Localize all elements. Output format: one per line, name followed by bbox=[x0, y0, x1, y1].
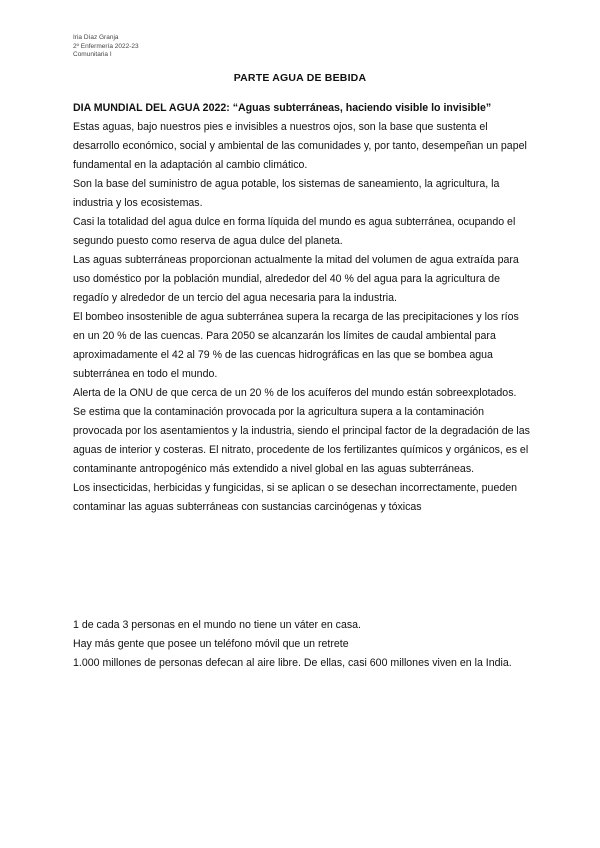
fact-item: 1 de cada 3 personas en el mundo no tiene un váter en casa. bbox=[73, 619, 361, 631]
paragraph: El bombeo insostenible de agua subterránea supera la recarga de las precipitaciones y los ríos en un 20 % de las cuencas. Para 2050 se alcanzarán los límites de caudal ambiental para aproximadamente el 42 al 79 % de las cuencas hidrográficas en las que se bombea agua subterránea en todo el mundo. bbox=[73, 311, 519, 380]
facts-list bbox=[73, 616, 533, 673]
paragraph: Son la base del suministro de agua potable, los sistemas de saneamiento, la agricultura, la industria y los ecosistemas. bbox=[73, 178, 500, 209]
paragraph: Se estima que la contaminación provocada por la agricultura supera a la contaminación provocada por los asentamientos y la industria, siendo el principal factor de la degradación de las aguas de interior y costeras. El nitrato, procedente de los fertilizantes químicos y orgánicos, es el contaminante antropogénico más extendido a nivel global en las aguas subterráneas. bbox=[73, 406, 530, 475]
author-name: Iria Díaz Granja bbox=[73, 34, 119, 41]
paragraph: Casi la totalidad del agua dulce en forma líquida del mundo es agua subterránea, ocupando el segundo puesto como reserva de agua dulce del planeta. bbox=[73, 216, 516, 247]
paragraph: Estas aguas, bajo nuestros pies e invisibles a nuestros ojos, son la base que sustenta el desarrollo económico, social y ambiental de las comunidades y, por tanto, desempeñan un papel fundamental en la adaptación al cambio climático. bbox=[73, 121, 527, 171]
fact-item: Hay más gente que posee un teléfono móvil que un retrete bbox=[73, 638, 349, 650]
paragraph: Los insecticidas, herbicidas y fungicidas, si se aplican o se desechan incorrectamente, pueden contaminar las aguas subterráneas con sustancias carcinógenas y tóxicas bbox=[73, 482, 518, 513]
fact-item: 1.000 millones de personas defecan al aire libre. De ellas, casi 600 millones viven en la India. bbox=[73, 657, 512, 669]
subject-name: Comunitaria I bbox=[73, 51, 112, 58]
paragraph: Las aguas subterráneas proporcionan actualmente la mitad del volumen de agua extraída para uso doméstico por la población mundial, alrededor del 40 % del agua para la agricultura de regadío y alrededor de un tercio del agua necesaria para la industria. bbox=[73, 254, 519, 304]
document-body bbox=[73, 99, 533, 517]
section-subtitle: DIA MUNDIAL DEL AGUA 2022: “Aguas subterráneas, haciendo visible lo invisible” bbox=[73, 102, 492, 114]
paragraph: Alerta de la ONU de que cerca de un 20 % de los acuíferos del mundo están sobreexplotados. bbox=[73, 387, 517, 399]
document-header bbox=[73, 34, 139, 60]
page-title: PARTE AGUA DE BEBIDA bbox=[233, 72, 367, 84]
course-name: 2º Enfermería 2022-23 bbox=[73, 42, 139, 50]
